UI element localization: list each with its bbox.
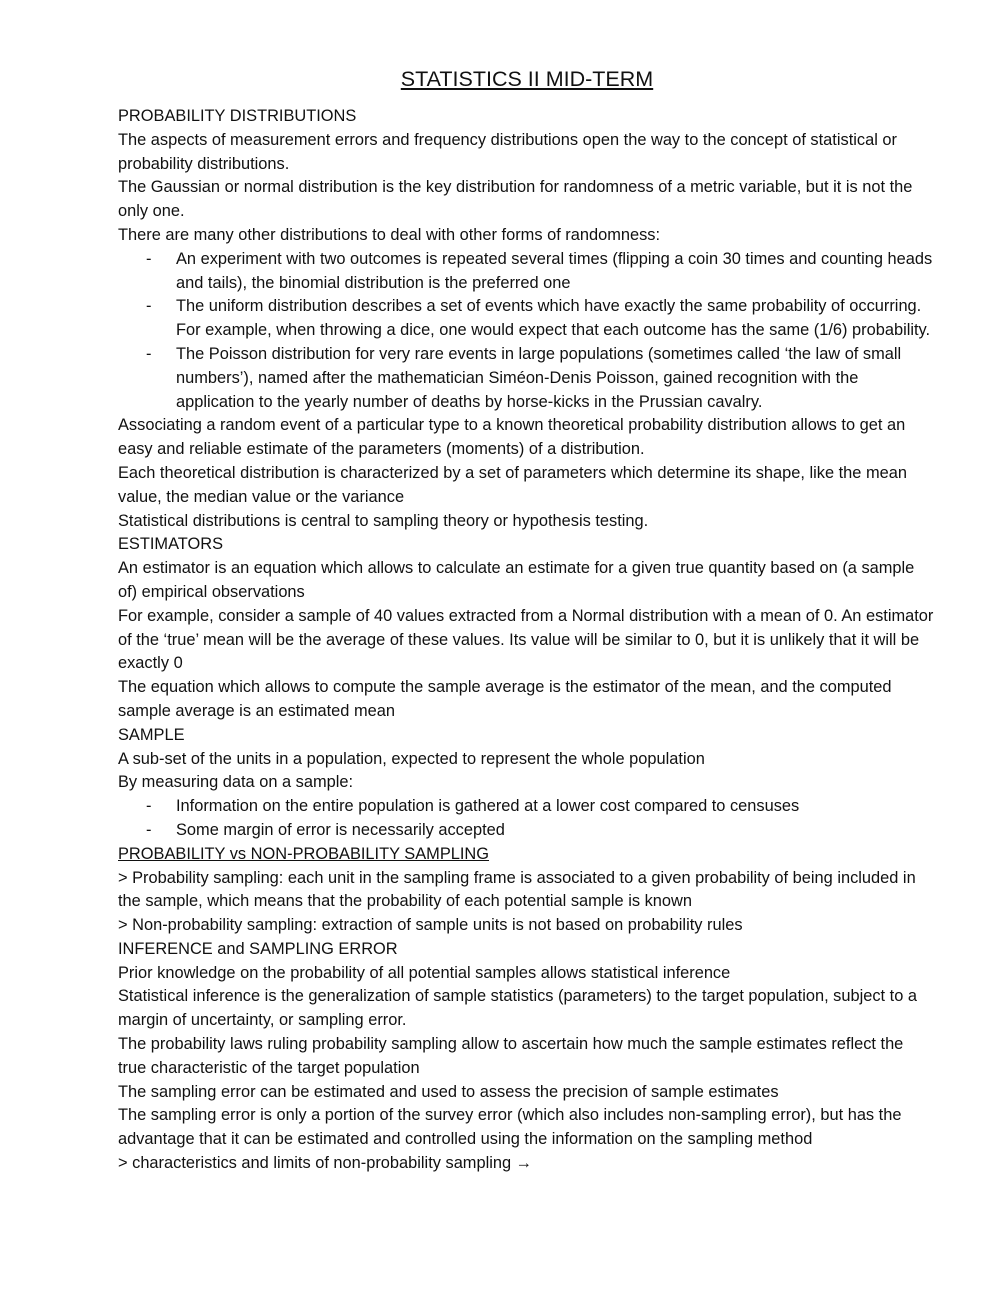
section-heading-sampling-types: PROBABILITY vs NON-PROBABILITY SAMPLING [118, 844, 490, 863]
bullet-dash: - [146, 344, 152, 363]
paragraph: > Non-probability sampling: extraction of sample units is not based on probability rules [118, 916, 743, 935]
distributions-list [118, 248, 936, 415]
document-title: STATISTICS II MID-TERM [400, 67, 654, 91]
paragraph: Statistical distributions is central to sampling theory or hypothesis testing. [118, 511, 649, 530]
paragraph: Prior knowledge on the probability of all potential samples allows statistical inference [118, 963, 731, 982]
list-item [118, 248, 936, 296]
list-item-text: The uniform distribution describes a set of events which have exactly the same probability of occurring. For example, when throwing a dice, one would expect that each outcome has the same (1/6) probability. [176, 297, 931, 340]
paragraph: There are many other distributions to deal with other forms of randomness: [118, 225, 661, 244]
section-heading-inference: INFERENCE and SAMPLING ERROR [118, 939, 398, 958]
document-page [118, 64, 936, 1176]
list-item [118, 819, 936, 843]
paragraph: The equation which allows to compute the sample average is the estimator of the mean, and the computed sample average is an estimated mean [118, 678, 892, 720]
sample-list [118, 795, 936, 843]
list-item-text: Some margin of error is necessarily accepted [176, 820, 505, 839]
list-item [118, 343, 936, 414]
bullet-dash: - [146, 297, 152, 316]
paragraph: The sampling error can be estimated and used to assess the precision of sample estimates [118, 1082, 779, 1101]
paragraph: Each theoretical distribution is characterized by a set of parameters which determine its shape, like the mean value, the median value or the variance [118, 463, 907, 506]
paragraph: Associating a random event of a particular type to a known theoretical probability distribution allows to get an easy and reliable estimate of the parameters (moments) of a distribution. [118, 416, 906, 459]
paragraph: > characteristics and limits of non-probability sampling → [118, 1154, 533, 1173]
list-item [118, 295, 936, 343]
list-item [118, 795, 936, 819]
paragraph: By measuring data on a sample: [118, 773, 354, 792]
list-item-text: Information on the entire population is gathered at a lower cost compared to censuses [176, 797, 800, 816]
bullet-dash: - [146, 820, 152, 839]
section-heading-probability-distributions: PROBABILITY DISTRIBUTIONS [118, 107, 357, 125]
section-heading-estimators: ESTIMATORS [118, 535, 224, 554]
paragraph: The sampling error is only a portion of the survey error (which also includes non-sampling error), but has the advantage that it can be estimated and controlled using the information on the sampling method [118, 1106, 902, 1149]
section-heading-sample: SAMPLE [118, 725, 185, 744]
paragraph: The probability laws ruling probability sampling allow to ascertain how much the sample estimates reflect the true characteristic of the target population [118, 1035, 904, 1077]
paragraph: The Gaussian or normal distribution is the key distribution for randomness of a metric variable, but it is not the only one. [118, 178, 913, 221]
paragraph: > Probability sampling: each unit in the sampling frame is associated to a given probability of being included in the sample, which means that the probability of each potential sample is known [118, 868, 916, 911]
paragraph: The aspects of measurement errors and frequency distributions open the way to the concept of statistical or probability distributions. [118, 130, 897, 173]
list-item-text: The Poisson distribution for very rare events in large populations (sometimes called ‘the law of small numbers’), named after the mathematician Siméon-Denis Poisson, gained recognition with the application to the yearly number of deaths by horse-kicks in the Prussian cavalry. [176, 344, 902, 411]
list-item-text: An experiment with two outcomes is repeated several times (flipping a coin 30 times and counting heads and tails), the binomial distribution is the preferred one [176, 249, 933, 292]
paragraph: A sub-set of the units in a population, expected to represent the whole population [118, 749, 705, 768]
bullet-dash: - [146, 797, 152, 816]
paragraph: Statistical inference is the generalization of sample statistics (parameters) to the target population, subject to a margin of uncertainty, or sampling error. [118, 987, 918, 1030]
paragraph: For example, consider a sample of 40 values extracted from a Normal distribution with a mean of 0. An estimator of the ‘true’ mean will be the average of these values. Its value will be similar to 0, but it is unlikely that it will be exactly 0 [118, 606, 934, 673]
bullet-dash: - [146, 249, 152, 268]
paragraph: An estimator is an equation which allows to calculate an estimate for a given true quantity based on (a sample of) empirical observations [118, 559, 915, 601]
